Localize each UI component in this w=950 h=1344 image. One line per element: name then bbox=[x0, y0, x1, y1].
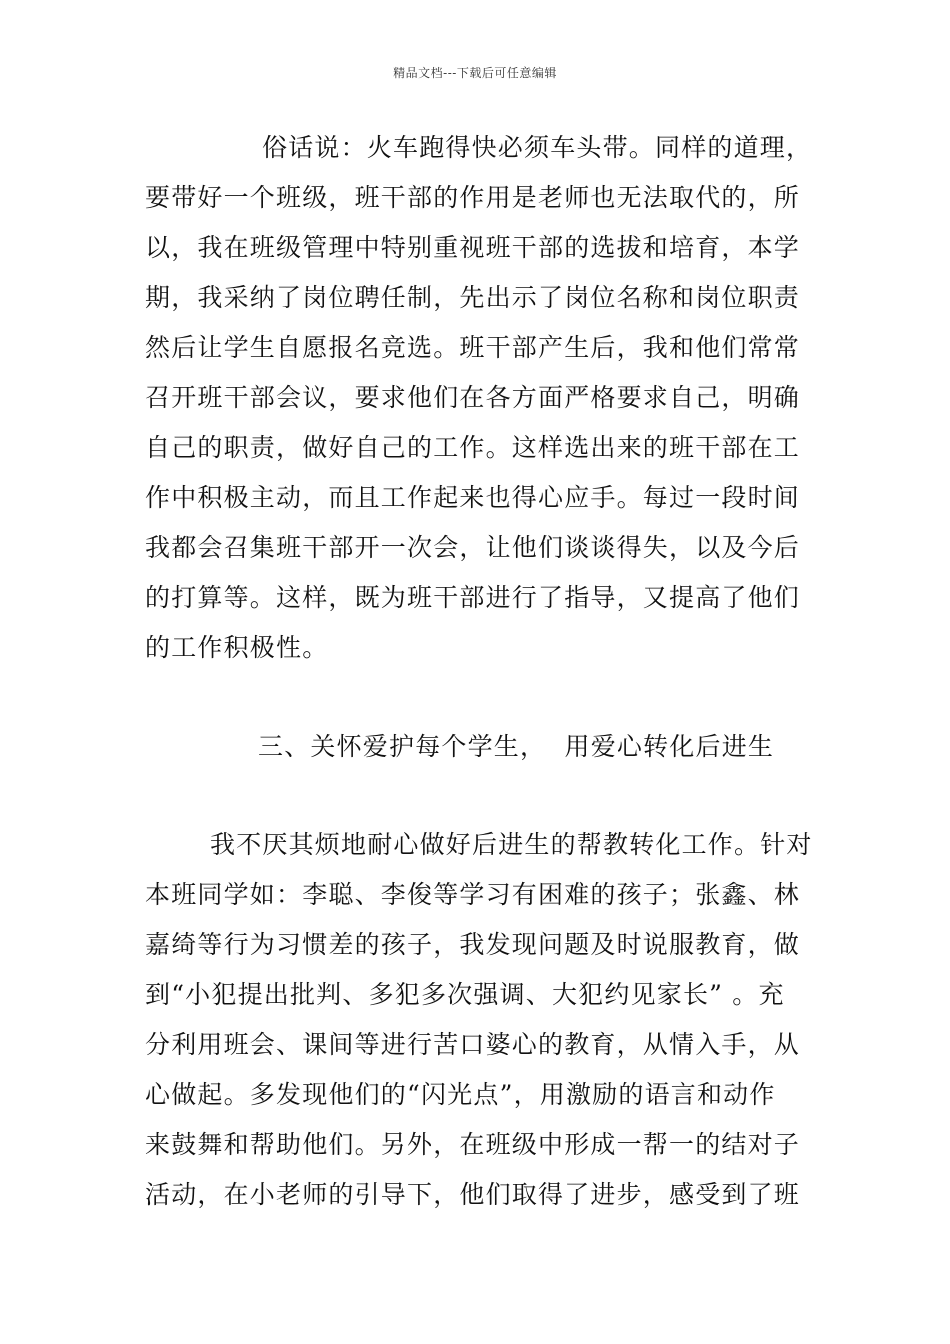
paragraph-line: 俗话说：火车跑得快必须车头带。同样的道理， bbox=[262, 133, 813, 162]
paragraph-line: 要带好一个班级，班干部的作用是老师也无法取代的，所 bbox=[145, 183, 801, 212]
paragraph-line: 召开班干部会议，要求他们在各方面严格要求自己，明确 bbox=[145, 383, 801, 412]
paragraph-line: 自己的职责，做好自己的工作。这样选出来的班干部在工 bbox=[145, 433, 801, 462]
section-heading: 三、关怀爱护每个学生， 用爱心转化后进生 bbox=[258, 732, 775, 761]
paragraph-line: 我都会召集班干部开一次会，让他们谈谈得失，以及今后 bbox=[145, 533, 801, 562]
paragraph-line: 本班同学如：李聪、李俊等学习有困难的孩子；张鑫、林 bbox=[145, 880, 801, 909]
paragraph-line: 的打算等。这样，既为班干部进行了指导，又提高了他们 bbox=[145, 583, 801, 612]
paragraph-line: 以，我在班级管理中特别重视班干部的选拔和培育，本学 bbox=[145, 233, 801, 262]
paragraph-line: 然后让学生自愿报名竞选。班干部产生后，我和他们常常 bbox=[145, 333, 801, 362]
paragraph-line: 分利用班会、课间等进行苦口婆心的教育，从情入手，从 bbox=[145, 1030, 801, 1059]
paragraph-line: 活动，在小老师的引导下，他们取得了进步，感受到了班 bbox=[145, 1180, 801, 1209]
paragraph-line: 嘉绮等行为习惯差的孩子，我发现问题及时说服教育，做 bbox=[145, 930, 801, 959]
paragraph-line: 到“小犯提出批判、多犯多次强调、大犯约见家长” 。充 bbox=[145, 980, 785, 1009]
paragraph-line: 来鼓舞和帮助他们。另外，在班级中形成一帮一的结对子 bbox=[145, 1130, 801, 1159]
paragraph-line: 心做起。多发现他们的“闪光点”，用激励的语言和动作 bbox=[145, 1080, 776, 1109]
paragraph-line: 期，我采纳了岗位聘任制，先出示了岗位名称和岗位职责 bbox=[145, 283, 801, 312]
paragraph-line: 的工作积极性。 bbox=[145, 633, 329, 662]
paragraph-line: 作中积极主动，而且工作起来也得心应手。每过一段时间 bbox=[145, 483, 801, 512]
paragraph-line: 我不厌其烦地耐心做好后进生的帮教转化工作。针对 bbox=[210, 830, 813, 859]
page-header: 精品文档---下载后可任意编辑 bbox=[393, 66, 557, 80]
